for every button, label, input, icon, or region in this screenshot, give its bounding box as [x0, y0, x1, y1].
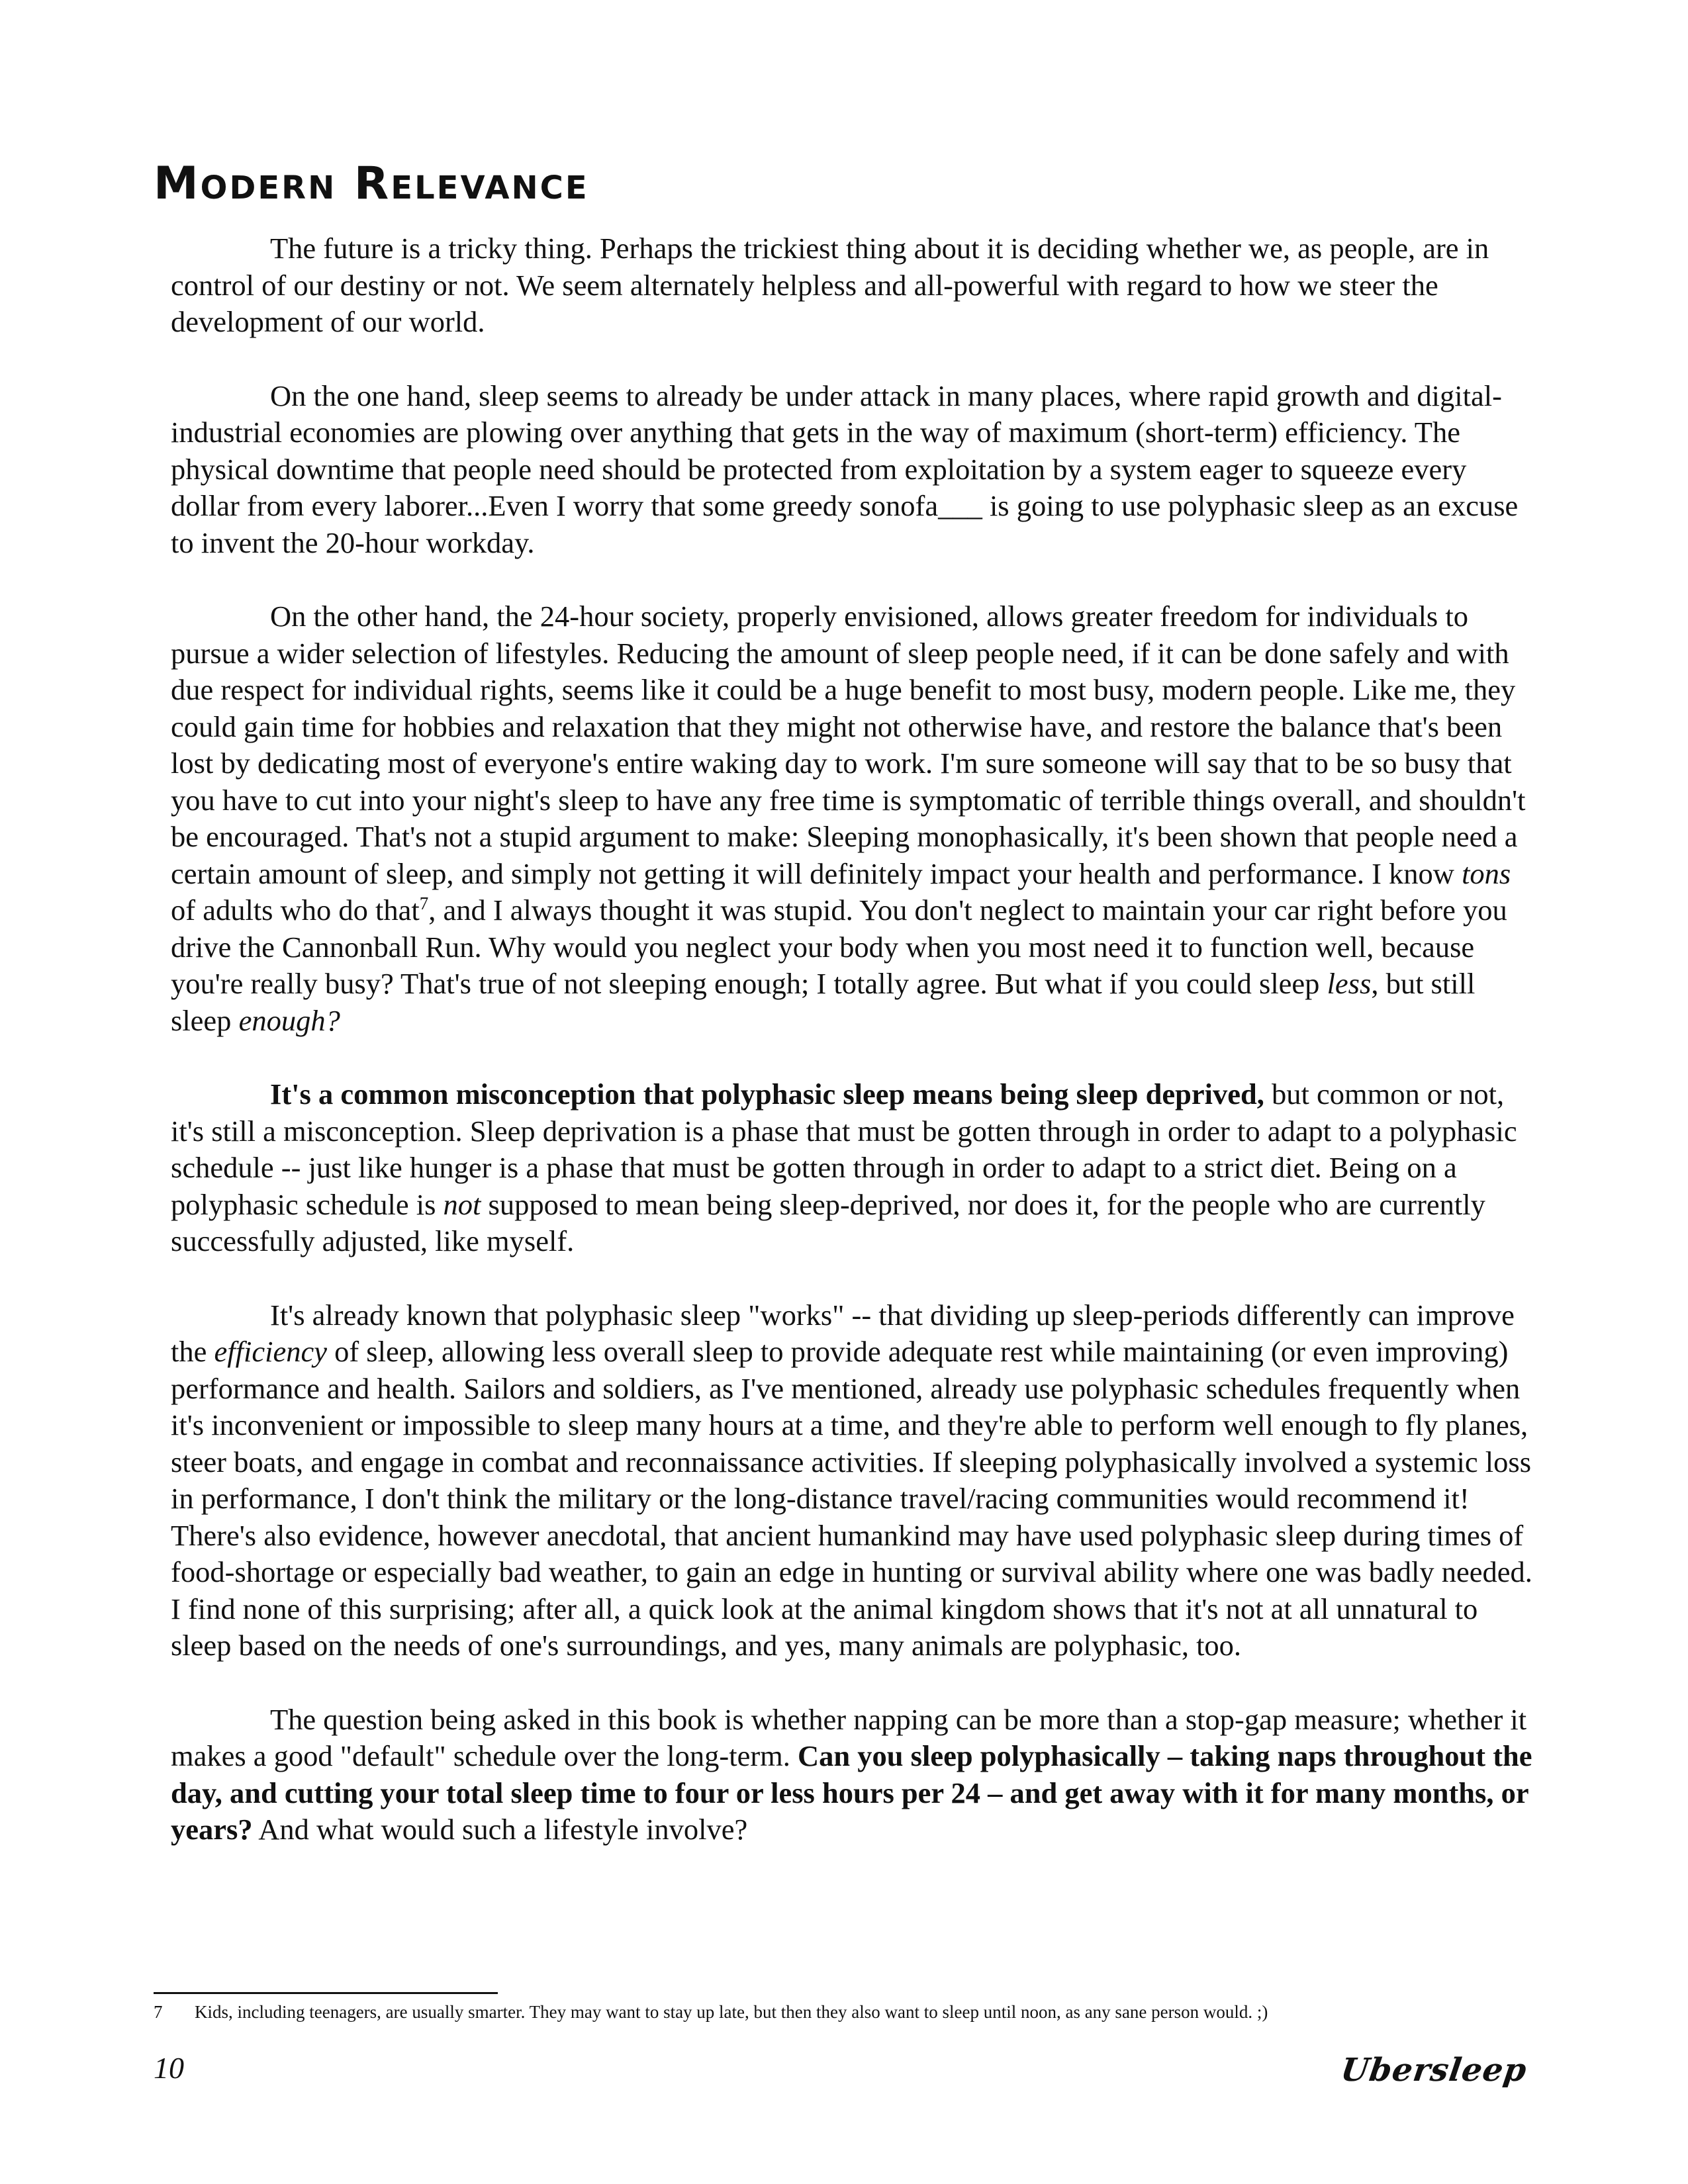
page-number: 10 [154, 2051, 184, 2085]
emphasis-text: efficiency [214, 1335, 327, 1368]
paragraph-1 [171, 230, 1538, 341]
section-heading: Modern Relevance [154, 158, 589, 210]
paragraph-text: It's already known that polyphasic sleep "works" -- that dividing up sleep-periods differently can improve the [171, 1298, 1515, 1368]
footnote-text: Kids, including teenagers, are usually smarter. They may want to stay up late, but then they also want to sleep until noon, as any sane person would. ;) [195, 2002, 1268, 2022]
paragraph-4 [171, 1076, 1538, 1260]
emphasis-text: less [1327, 967, 1372, 1000]
paragraph-text: but common or not, it's still a misconception. Sleep deprivation is a phase that must be gotten through in order to adapt to a polyphasic schedule -- just like hunger is a phase that must be gotten through in order to adapt to a strict diet. Being on a polyphasic schedule is [171, 1077, 1517, 1221]
paragraph-6 [171, 1702, 1538, 1848]
paragraph-text: , but still sleep [171, 967, 1476, 1037]
paragraph-5 [171, 1297, 1538, 1664]
paragraph-text: On the one hand, sleep seems to already be under attack in many places, where rapid growth and digital-industrial economies are plowing over anything that gets in the way of maximum (short-term) efficiency. The physical downtime that people need should be protected from exploitation by a system eager to squeeze every dollar from every laborer...Even I worry that some greedy sonofa___ is going to use polyphasic sleep as an excuse to invent the 20-hour workday. [171, 379, 1519, 559]
emphasis-text: tons [1462, 856, 1511, 890]
paragraph-text: supposed to mean being sleep-deprived, nor does it, for the people who are currently successfully adjusted, like myself. [171, 1187, 1485, 1257]
footnote-reference[interactable]: 7 [419, 893, 429, 913]
paragraph-2 [171, 378, 1538, 562]
footnote-number: 7 [154, 2002, 163, 2022]
footnote-divider [154, 1992, 498, 1994]
paragraph-text: The question being asked in this book is whether napping can be more than a stop-gap measure; whether it makes a good "default" schedule over the long-term. [171, 1702, 1527, 1772]
bold-text: It's a common misconception that polyphasic sleep means being sleep deprived, [270, 1077, 1264, 1111]
bold-text: Can you sleep polyphasically – taking naps throughout the day, and cutting your total sleep time to four or less hours per 24 – and get away with it for many months, or years? [171, 1739, 1532, 1846]
paragraph-text: of adults who do that [171, 893, 420, 927]
paragraph-text: And what would such a lifestyle involve? [252, 1813, 748, 1846]
paragraph-text: On the other hand, the 24-hour society, properly envisioned, allows greater freedom for individuals to pursue a wider selection of lifestyles. Reducing the amount of sleep people need, if it can be done safely and with due respect for individual rights, seems like it could be a huge benefit to most busy, modern people. Like me, they could gain time for hobbies and relaxation that they might not otherwise have, and restore the balance that's been lost by dedicating most of everyone's entire waking day to work. I'm sure someone will say that to be so busy that you have to cut into your night's sleep to have any free time is symptomatic of terrible things overall, and shouldn't be encouraged. That's not a stupid argument to make: Sleeping monophasically, it's been shown that people need a certain amount of sleep, and simply not getting it will definitely impact your health and performance. I know [171, 600, 1526, 890]
emphasis-text: enough? [238, 1003, 340, 1037]
emphasis-text: not [443, 1187, 481, 1221]
paragraph-3 [171, 598, 1538, 1039]
paragraph-text: , and I always thought it was stupid. You don't neglect to maintain your car right before you drive the Cannonball Run. Why would you neglect your body when you most need it to function well, because you're really busy? That's true of not sleeping enough; I totally agree. But what if you could sleep [171, 893, 1507, 1000]
paragraph-text: of sleep, allowing less overall sleep to provide adequate rest while maintaining (or even improving) performance and health. Sailors and soldiers, as I've mentioned, already use polyphasic schedules frequently when it's inconvenient or impossible to sleep many hours at a time, and they're able to perform well enough to fly planes, steer boats, and engage in combat and reconnaissance activities. If sleeping polyphasically involved a systemic loss in performance, I don't think the military or the long-distance travel/racing communities would recommend it! There's also evidence, however anecdotal, that ancient humankind may have used polyphasic sleep during times of food-shortage or especially bad weather, to gain an edge in hunting or survival ability where one was badly needed. I find none of this surprising; after all, a quick look at the animal kingdom shows that it's not at all unnatural to sleep based on the needs of one's surroundings, and yes, many animals are polyphasic, too. [171, 1335, 1532, 1662]
ubersleep-logo: Ubersleep [1338, 2052, 1529, 2089]
body-text [171, 230, 1538, 1848]
paragraph-text: The future is a tricky thing. Perhaps the trickiest thing about it is deciding whether we, as people, are in control of our destiny or not. We seem alternately helpless and all-powerful with regard to how we steer the development of our world. [171, 232, 1489, 338]
footnote [154, 2000, 1544, 2024]
